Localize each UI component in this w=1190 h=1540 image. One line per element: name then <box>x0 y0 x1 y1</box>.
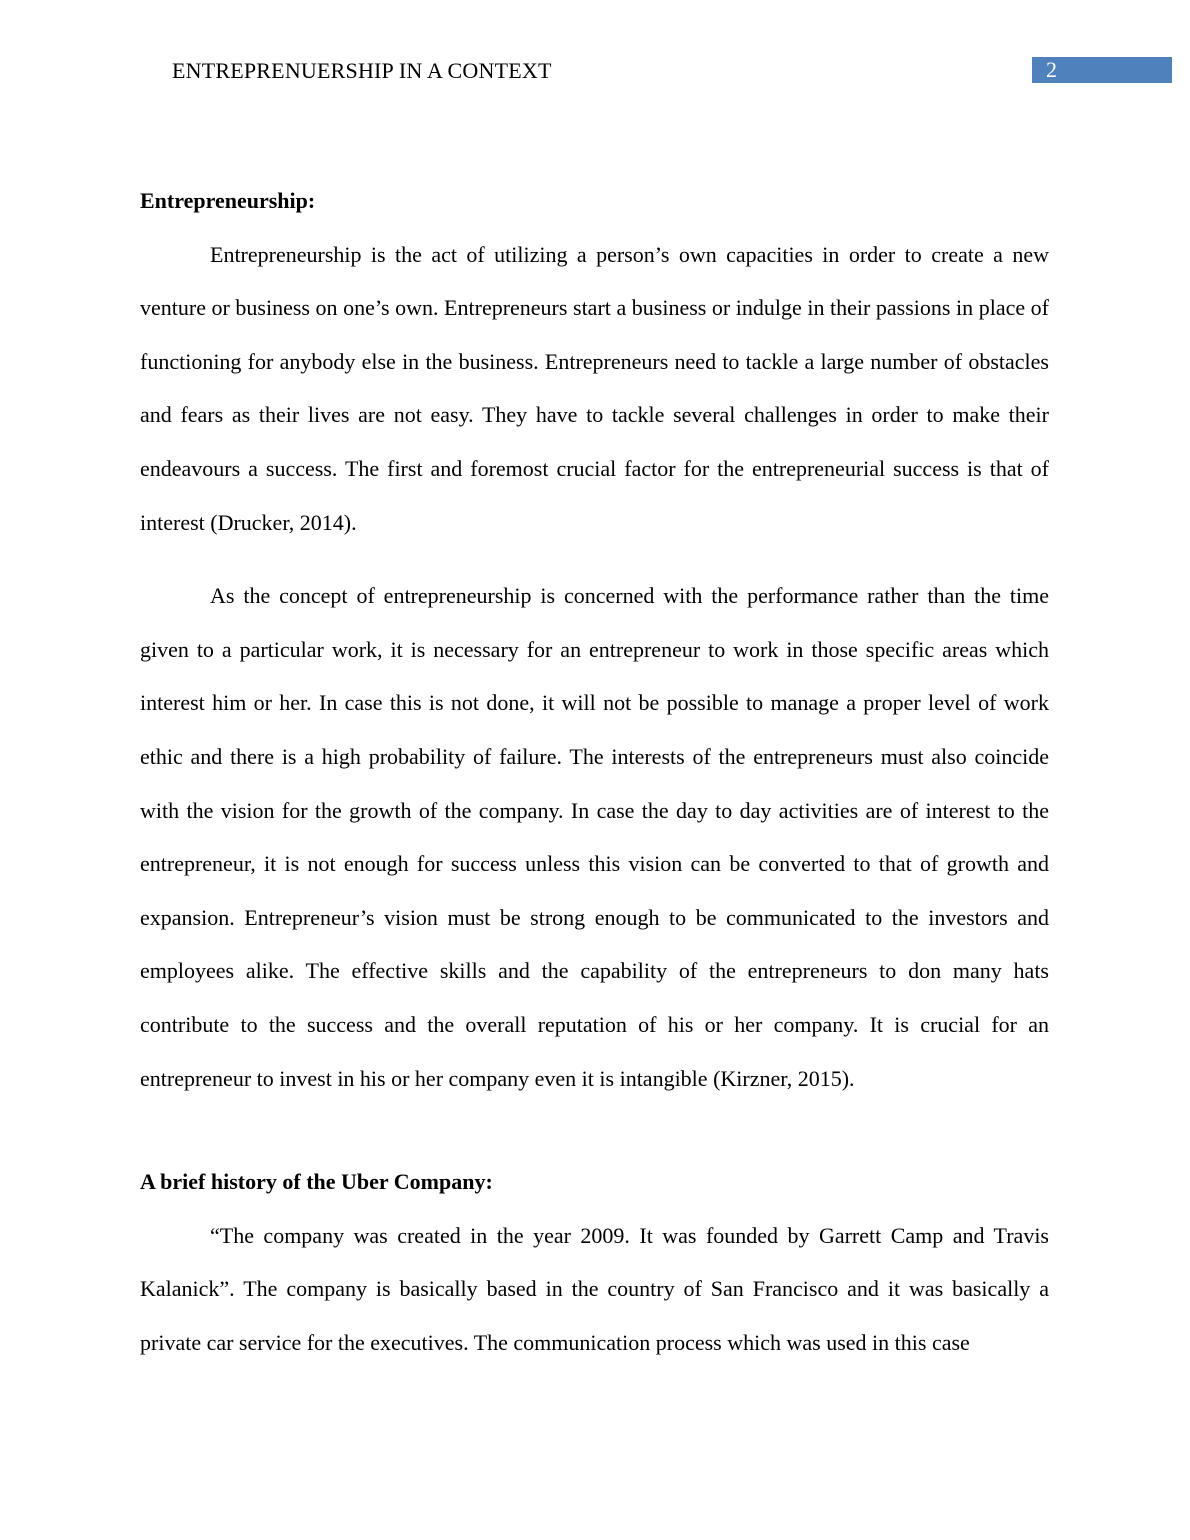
page-number: 2 <box>1046 57 1057 82</box>
paragraph-uber-history: “The company was created in the year 2009. It was founded by Garrett Camp and Travis Kalanick”. The company is basically based in the country of San Francisco and it was basically a private car service for the executives. The communication process which was used in this case <box>140 1222 1049 1355</box>
paragraph-entrepreneurship-definition: Entrepreneurship is the act of utilizing a person’s own capacities in order to create a new venture or business on one’s own. Entrepreneurs start a business or indulge in their passions in place of functioning for anybody else in the business. Entrepreneurs need to tackle a large number of obstacles and fears as their lives are not easy. They have to tackle several challenges in order to make their endeavours a success. The first and foremost crucial factor for the entrepreneurial success is that of interest (Drucker, 2014). <box>140 241 1049 535</box>
document-body <box>140 174 1049 1369</box>
running-head: ENTREPRENUERSHIP IN A CONTEXT <box>172 58 552 83</box>
page-number-badge <box>1032 57 1172 83</box>
section-heading-entrepreneurship: Entrepreneurship: <box>140 188 316 213</box>
paragraph-entrepreneurship-performance: As the concept of entrepreneurship is concerned with the performance rather than the time given to a particular work, it is necessary for an entrepreneur to work in those specific areas which interest him or her. In case this is not done, it will not be possible to manage a proper level of work ethic and there is a high probability of failure. The interests of the entrepreneurs must also coincide with the vision for the growth of the company. In case the day to day activities are of interest to the entrepreneur, it is not enough for success unless this vision can be converted to that of growth and expansion. Entrepreneur’s vision must be strong enough to be communicated to the investors and employees alike. The effective skills and the capability of the entrepreneurs to don many hats contribute to the success and the overall reputation of his or her company. It is crucial for an entrepreneur to invest in his or her company even it is intangible (Kirzner, 2015). <box>140 583 1049 1091</box>
section-heading-uber-history: A brief history of the Uber Company: <box>140 1169 493 1195</box>
